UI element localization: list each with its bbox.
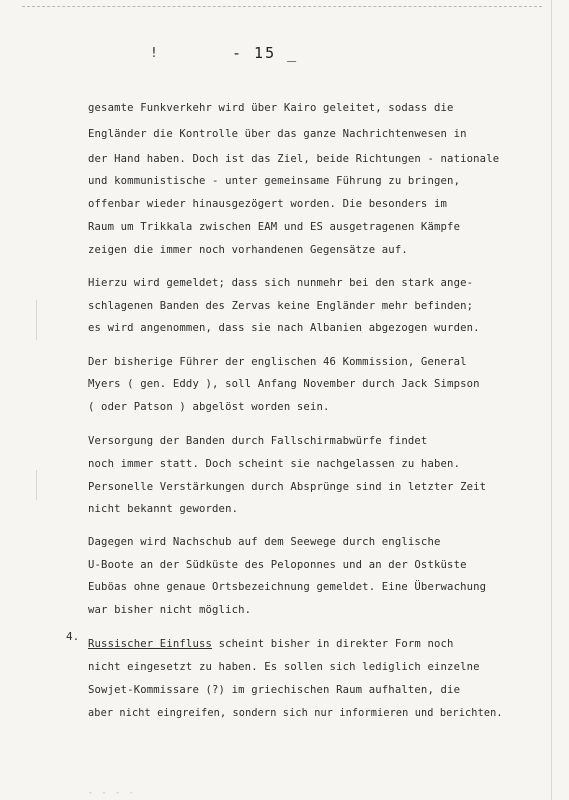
text-line: war bisher nicht möglich. <box>88 604 252 616</box>
margin-mark <box>36 470 37 500</box>
text-line: zeigen die immer noch vorhandenen Gegensätze auf. <box>88 244 408 256</box>
top-perforation-line <box>22 6 542 7</box>
text-line: Der bisherige Führer der englischen 46 Kommission, General <box>88 356 467 368</box>
text-line: Raum um Trikkala zwischen EAM und ES ausgetragenen Kämpfe <box>88 221 461 233</box>
text-line: Sowjet-Kommissare (?) im griechischen Raum aufhalten, die <box>88 684 461 696</box>
text-line: Personelle Verstärkungen durch Absprünge sind in letzter Zeit <box>88 481 487 493</box>
text-line: noch immer statt. Doch scheint sie nachgelassen zu haben. <box>88 458 461 470</box>
margin-exclamation: ! <box>150 46 158 61</box>
text-line: der Hand haben. Doch ist das Ziel, beide Richtungen - nationale <box>88 153 500 165</box>
text-line: Myers ( gen. Eddy ), soll Anfang November durch Jack Simpson <box>88 378 480 390</box>
text-line <box>88 638 454 650</box>
footer-mark: - - - - <box>88 788 136 797</box>
text-line: U-Boote an der Südküste des Peloponnes und an der Ostküste <box>88 559 467 571</box>
text-fragment: scheint bisher in direkter Form noch <box>212 638 454 650</box>
margin-mark <box>36 300 37 340</box>
text-line: nicht bekannt geworden. <box>88 503 239 515</box>
text-line: gesamte Funkverkehr wird über Kairo geleitet, sodass die <box>88 102 454 114</box>
text-line: Hierzu wird gemeldet; dass sich nunmehr bei den stark ange- <box>88 277 474 289</box>
page-edge <box>551 0 552 800</box>
text-line: offenbar wieder hinausgezögert worden. Die besonders im <box>88 198 448 210</box>
text-line: aber nicht eingreifen, sondern sich nur informieren und berichten. <box>88 708 503 719</box>
text-line: Dagegen wird Nachschub auf dem Seewege durch englische <box>88 536 441 548</box>
section-number: 4. <box>66 630 80 643</box>
text-line: Euböas ohne genaue Ortsbezeichnung gemeldet. Eine Überwachung <box>88 581 487 593</box>
text-line: schlagenen Banden des Zervas keine Engländer mehr befinden; <box>88 300 474 312</box>
page-number: - 15 _ <box>232 44 299 62</box>
text-line: Versorgung der Banden durch Fallschirmabwürfe findet <box>88 435 428 447</box>
text-line: nicht eingesetzt zu haben. Es sollen sich lediglich einzelne <box>88 661 480 673</box>
text-line: Engländer die Kontrolle über das ganze Nachrichtenwesen in <box>88 128 467 140</box>
text-line: ( oder Patson ) abgelöst worden sein. <box>88 401 330 413</box>
text-line: es wird angenommen, dass sie nach Albanien abgezogen wurden. <box>88 322 480 334</box>
section-heading: Russischer Einfluss <box>88 638 213 650</box>
text-line: und kommunistische - unter gemeinsame Führung zu bringen, <box>88 175 461 187</box>
